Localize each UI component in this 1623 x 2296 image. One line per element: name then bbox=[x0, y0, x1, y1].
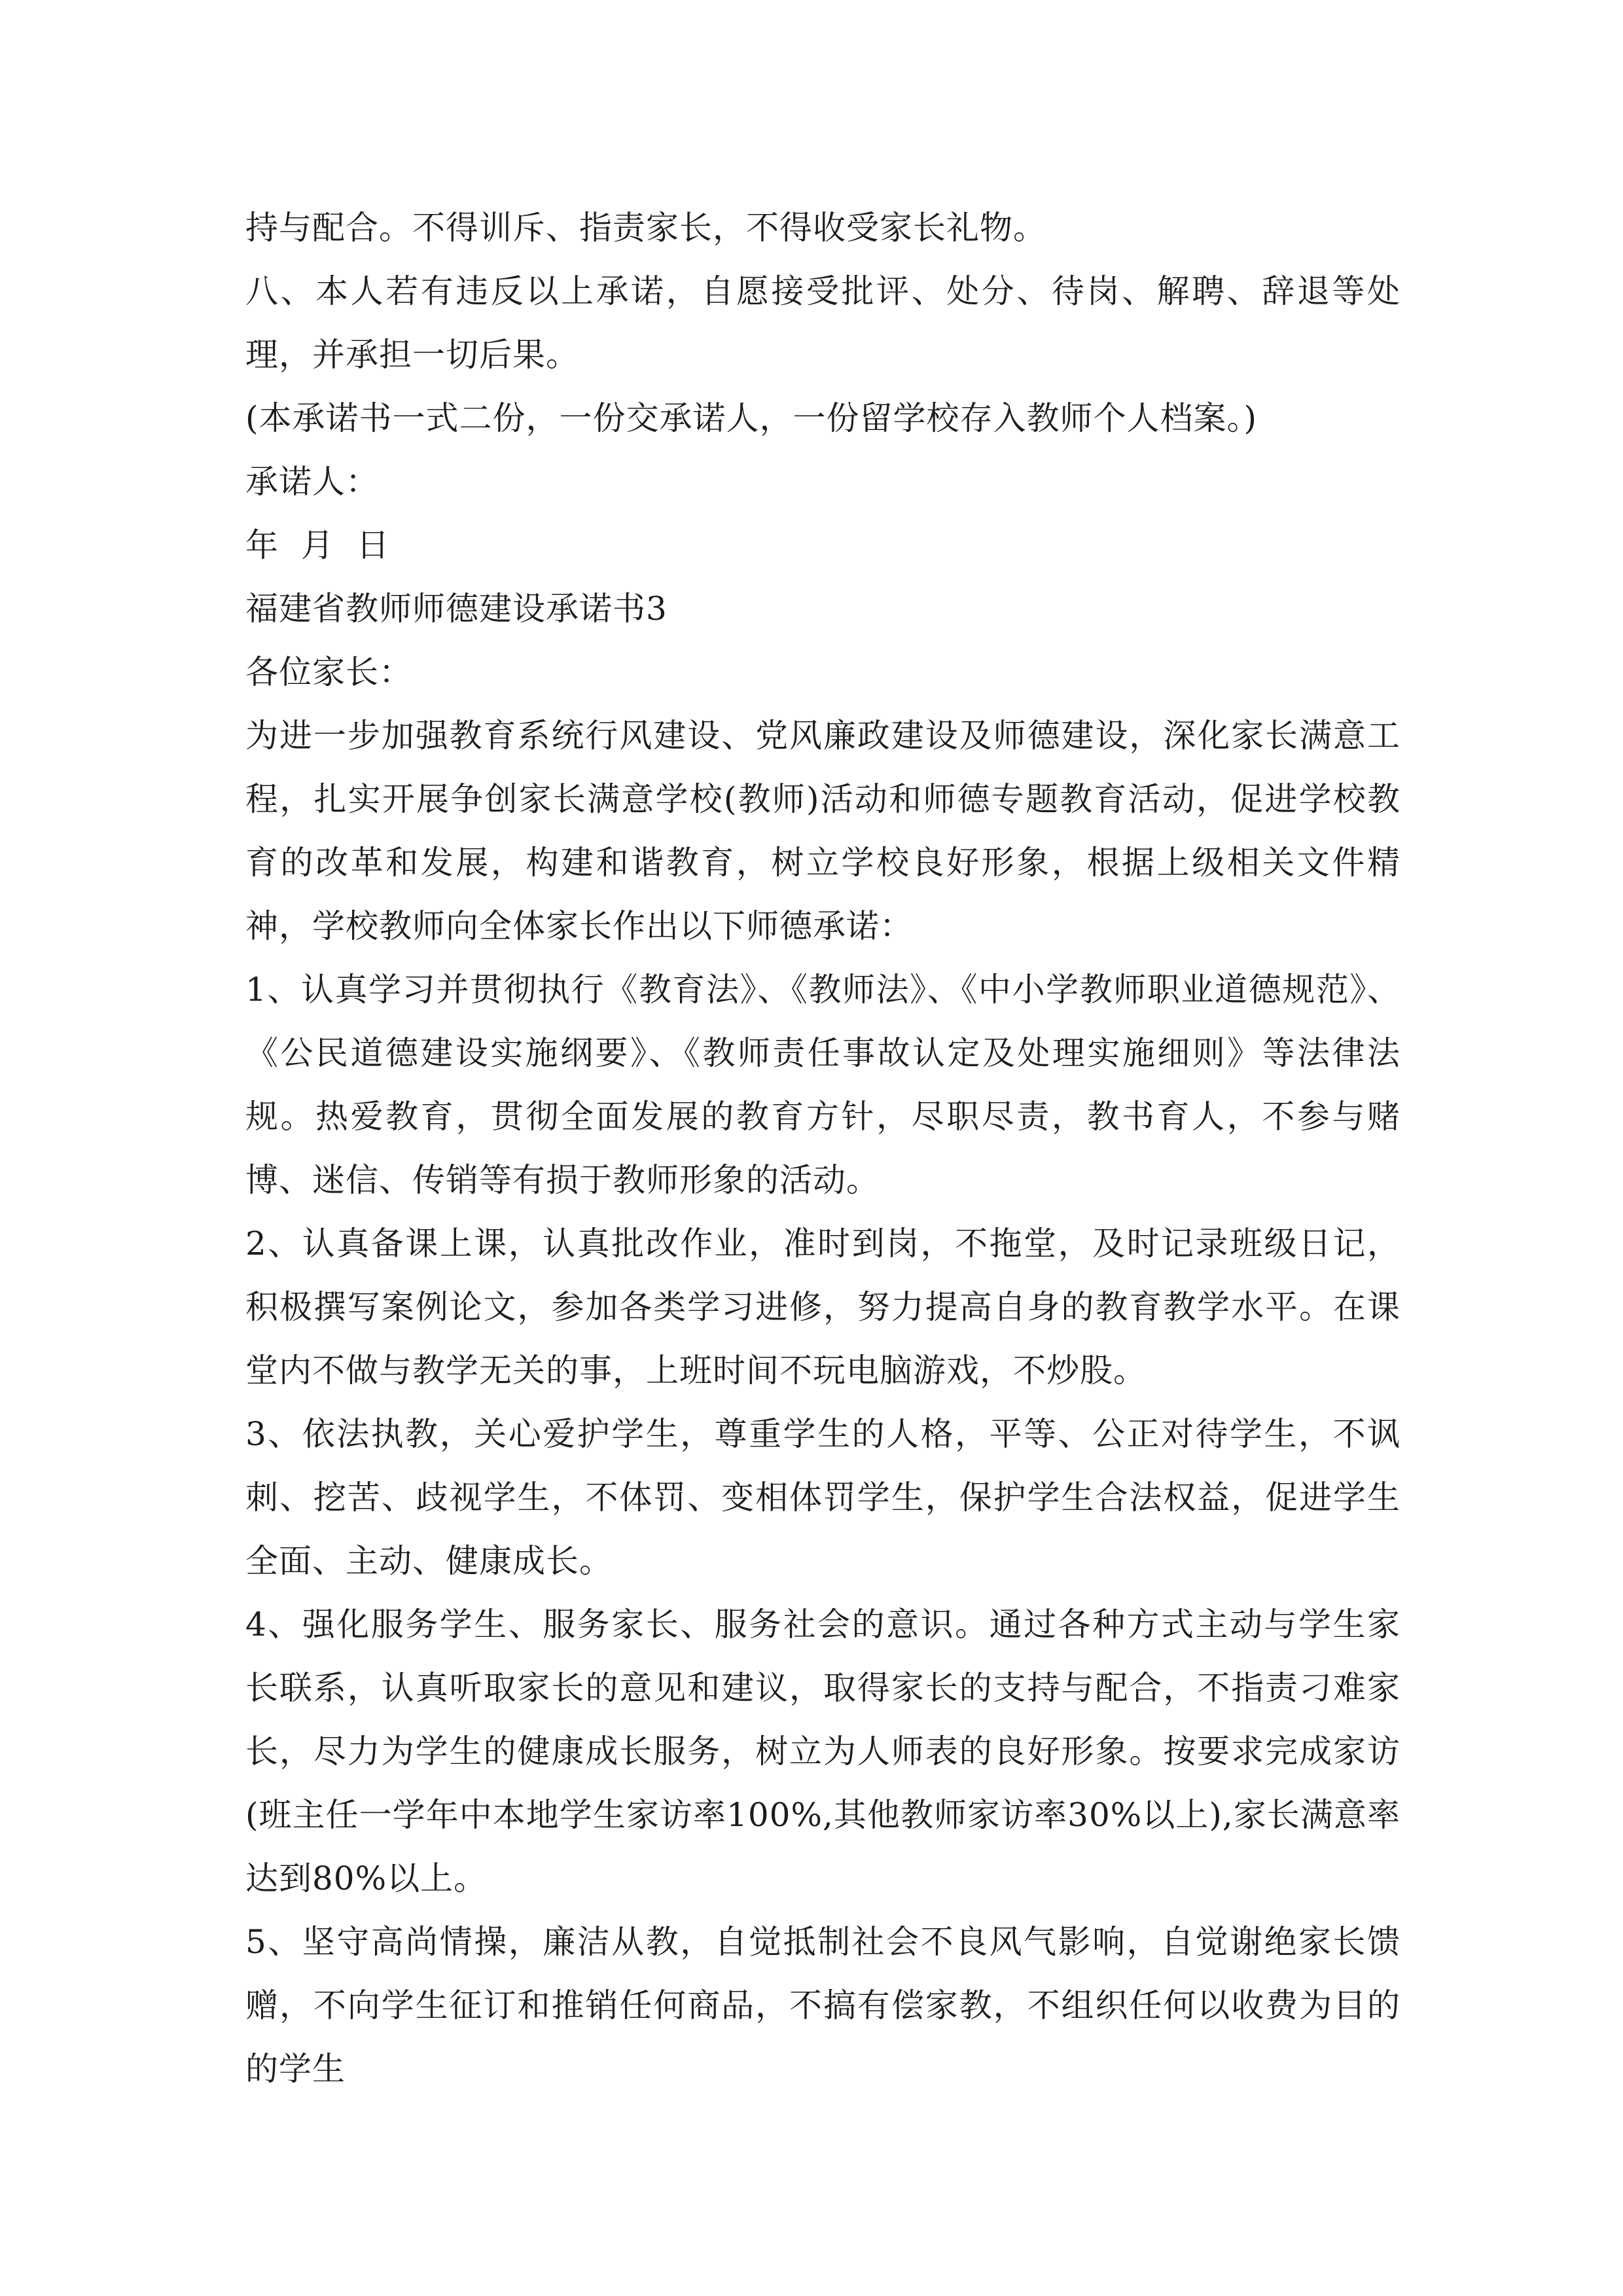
date-line: 年 月 日 bbox=[245, 526, 390, 564]
paragraph-clause-8: 八、本人若有违反以上承诺，自愿接受批评、处分、待岗、解聘、辞退等处理，并承担一切后果。 bbox=[245, 272, 1400, 374]
paragraph-item-4: 4、强化服务学生、服务家长、服务社会的意识。通过各种方式主动与学生家长联系，认真听取家长的意见和建议，取得家长的支持与配合，不指责刁难家长，尽力为学生的健康成长服务，树立为人师表的良好形象。按要求完成家访(班主任一学年中本地学生家访率100%,其他教师家访率30%以上),家长满意率达到80%以上。 bbox=[245, 1605, 1400, 1897]
paragraph-intro: 为进一步加强教育系统行风建设、党风廉政建设及师德建设，深化家长满意工程，扎实开展争创家长满意学校(教师)活动和师德专题教育活动，促进学校教育的改革和发展，构建和谐教育，树立学校良好形象，根据上级相关文件精神，学校教师向全体家长作出以下师德承诺： bbox=[245, 717, 1400, 945]
paragraph-item-5: 5、坚守高尚情操，廉洁从教，自觉抵制社会不良风气影响，自觉谢绝家长馈赠，不向学生征订和推销任何商品，不搞有偿家教，不组织任何以收费为目的的学生 bbox=[245, 1923, 1400, 2088]
paragraph-copies-note: (本承诺书一式二份，一份交承诺人，一份留学校存入教师个人档案。) bbox=[245, 399, 1258, 437]
paragraph-continuation: 持与配合。不得训斥、指责家长，不得收受家长礼物。 bbox=[245, 209, 1046, 247]
document-body bbox=[245, 196, 1400, 2101]
paragraph-item-3: 3、依法执教，关心爱护学生，尊重学生的人格，平等、公正对待学生，不讽刺、挖苦、歧视学生，不体罚、变相体罚学生，保护学生合法权益，促进学生全面、主动、健康成长。 bbox=[245, 1415, 1400, 1580]
paragraph-item-2: 2、认真备课上课，认真批改作业，准时到岗，不拖堂，及时记录班级日记，积极撰写案例论文，参加各类学习进修，努力提高自身的教育教学水平。在课堂内不做与教学无关的事，上班时间不玩电脑游戏，不炒股。 bbox=[245, 1225, 1400, 1390]
signatory-label: 承诺人： bbox=[245, 463, 379, 501]
salutation: 各位家长： bbox=[245, 653, 412, 691]
paragraph-item-1: 1、认真学习并贯彻执行《教育法》、《教师法》、《中小学教师职业道德规范》、《公民道德建设实施纲要》、《教师责任事故认定及处理实施细则》等法律法规。热爱教育，贯彻全面发展的教育方针，尽职尽责，教书育人，不参与赌博、迷信、传销等有损于教师形象的活动。 bbox=[245, 971, 1400, 1199]
section-title: 福建省教师师德建设承诺书3 bbox=[245, 590, 668, 628]
